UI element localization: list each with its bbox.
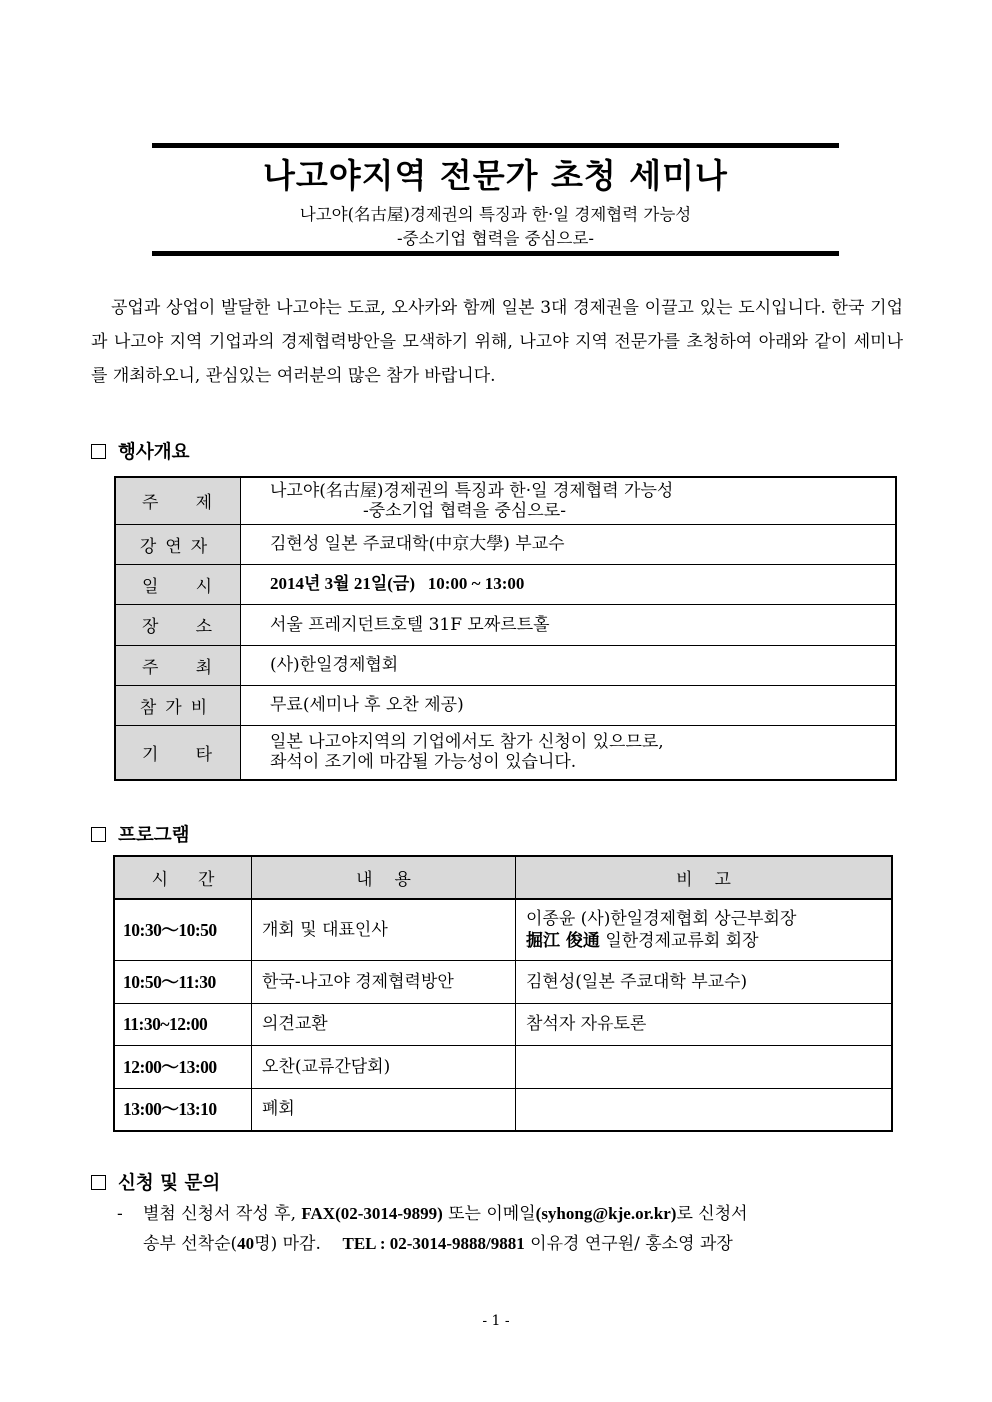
overview-table xyxy=(114,476,897,781)
program-row xyxy=(114,1045,892,1088)
header-text: 비고 xyxy=(676,870,753,890)
subtitle-line-2: -중소기업 협력을 중심으로- xyxy=(397,229,594,248)
label-char: 소 xyxy=(195,617,214,637)
overview-row-venue xyxy=(115,604,896,645)
overview-label xyxy=(115,477,241,524)
label-text: 강연자 xyxy=(139,536,217,557)
apply-text: 이유경 연구원/ 홍소영 과장 xyxy=(524,1234,733,1254)
program-content: 오찬(교류간담회) xyxy=(252,1045,516,1088)
program-time: 12:00～13:00 xyxy=(114,1045,252,1088)
checkbox-square-icon xyxy=(91,444,106,459)
intro-paragraph xyxy=(91,291,903,393)
label-char: 타 xyxy=(195,744,214,765)
program-header-row xyxy=(114,856,892,899)
checkbox-square-icon xyxy=(91,1175,106,1190)
intro-text: 공업과 상업이 발달한 나고야는 도쿄, 오사카와 함께 일본 3대 경제권을 이끌고 있는 도시입니다. 한국 기업과 나고야 지역 기업과의 경제협력방안을 모색하기 위해, 나고야 지역 전문가를 초청하여 아래와 같이 세미나를 개최하오니, 관심있는 여러분의 많은 참가 바랍니다. xyxy=(91,298,903,386)
apply-text: 송부 선착순( xyxy=(143,1234,238,1254)
apply-heading-text: 신청 및 문의 xyxy=(118,1173,221,1194)
label-char: 일 xyxy=(142,576,161,597)
apply-text: 또는 이메일 xyxy=(442,1204,536,1224)
overview-value: 무료(세미나 후 오찬 제공) xyxy=(241,685,897,725)
program-time: 11:30~12:00 xyxy=(114,1003,252,1045)
program-heading-text: 프로그램 xyxy=(118,825,190,846)
overview-row-topic xyxy=(115,477,896,524)
label-spread xyxy=(116,488,240,513)
overview-value: 김현성 일본 주쿄대학(中京大學) 부교수 xyxy=(241,524,897,564)
program-row xyxy=(114,899,892,960)
overview-heading xyxy=(91,438,189,464)
checkbox-square-icon xyxy=(91,827,106,842)
label-char: 주 xyxy=(142,657,161,678)
page-number: - 1 - xyxy=(482,1313,510,1329)
program-note xyxy=(516,1088,893,1131)
header-text: 내용 xyxy=(356,870,433,890)
overview-row-host xyxy=(115,645,896,685)
overview-label xyxy=(115,685,241,725)
etc-line-1: 일본 나고야지역의 기업에서도 참가 신청이 있으므로, xyxy=(270,732,664,753)
label-spread xyxy=(116,740,240,765)
overview-row-datetime xyxy=(115,564,896,604)
overview-row-fee xyxy=(115,685,896,725)
document-title: 나고야지역 전문가 초청 세미나 xyxy=(263,156,728,195)
note-text: 일한경제교류회 회장 xyxy=(599,930,759,951)
overview-heading-text: 행사개요 xyxy=(118,442,190,463)
label-char: 주 xyxy=(142,493,161,514)
top-rule xyxy=(152,143,839,148)
label-spread xyxy=(116,653,240,678)
label-char: 기 xyxy=(142,744,161,765)
program-note: 참석자 자유토론 xyxy=(516,1003,893,1045)
note-line-2 xyxy=(526,930,891,952)
capacity-count: 40 xyxy=(237,1234,255,1253)
topic-line-1: 나고야(名古屋)경제권의 특징과 한·일 경제협력 가능성 xyxy=(270,480,674,501)
overview-row-speaker xyxy=(115,524,896,564)
email-address: (syhong@kje.or.kr) xyxy=(535,1204,677,1223)
tel-number: TEL : 02-3014-9888/9881 xyxy=(342,1234,525,1253)
overview-label xyxy=(115,564,241,604)
apply-heading xyxy=(91,1169,220,1195)
program-note: 김현성(일본 주쿄대학 부교수) xyxy=(516,960,893,1003)
apply-line-1 xyxy=(117,1199,903,1229)
subtitle-line-1: 나고야(名古屋)경제권의 특징과 한·일 경제협력 가능성 xyxy=(299,205,692,224)
column-header-content xyxy=(252,856,516,899)
label-char: 제 xyxy=(195,493,214,514)
bottom-rule xyxy=(152,251,839,256)
program-row xyxy=(114,1088,892,1131)
program-content: 개회 및 대표인사 xyxy=(252,899,516,960)
program-note xyxy=(516,1045,893,1088)
program-time: 10:30～10:50 xyxy=(114,899,252,960)
apply-text: 별첨 신청서 작성 후, xyxy=(143,1204,302,1224)
apply-info xyxy=(117,1199,903,1259)
etc-line-2: 좌석이 조기에 마감될 가능성이 있습니다. xyxy=(270,752,577,773)
program-content: 한국-나고야 경제협력방안 xyxy=(252,960,516,1003)
program-table xyxy=(113,855,893,1132)
label-text: 참가비 xyxy=(139,697,217,718)
datetime-text: 2014년 3월 21일(금) 10:00 ~ 13:00 xyxy=(270,574,525,593)
overview-label xyxy=(115,725,241,780)
label-char: 장 xyxy=(142,617,161,637)
program-note xyxy=(516,899,893,960)
note-bold-name: 掘江 俊通 xyxy=(526,930,600,951)
program-row xyxy=(114,960,892,1003)
program-heading xyxy=(91,821,189,847)
note-line-1: 이종윤 (사)한일경제협회 상근부회장 xyxy=(526,908,797,929)
label-char: 시 xyxy=(195,576,214,597)
apply-text: 로 신청서 xyxy=(676,1204,748,1224)
label-char: 최 xyxy=(195,657,214,678)
topic-line-2: -중소기업 협력을 중심으로- xyxy=(363,500,566,521)
label-spread xyxy=(116,572,240,597)
fax-number: FAX(02-3014-9899) xyxy=(301,1204,443,1223)
column-header-time xyxy=(114,856,252,899)
overview-value: 서울 프레지던트호텔 31F 모짜르트홀 xyxy=(241,604,897,645)
apply-text: 명) 마감. xyxy=(254,1234,343,1254)
program-content: 의견교환 xyxy=(252,1003,516,1045)
column-header-note xyxy=(516,856,893,899)
apply-line-2 xyxy=(117,1229,903,1259)
overview-row-etc xyxy=(115,725,896,780)
program-time: 10:50～11:30 xyxy=(114,960,252,1003)
overview-value xyxy=(241,564,897,604)
label-spread xyxy=(116,612,240,637)
overview-value xyxy=(241,477,897,524)
program-content: 폐회 xyxy=(252,1088,516,1131)
overview-label xyxy=(115,604,241,645)
overview-value: (사)한일경제협회 xyxy=(241,645,897,685)
overview-label xyxy=(115,645,241,685)
program-row xyxy=(114,1003,892,1045)
header-text: 시간 xyxy=(151,870,245,890)
program-time: 13:00～13:10 xyxy=(114,1088,252,1131)
overview-label xyxy=(115,524,241,564)
overview-value xyxy=(241,725,897,780)
bullet-dash: - xyxy=(117,1204,123,1224)
